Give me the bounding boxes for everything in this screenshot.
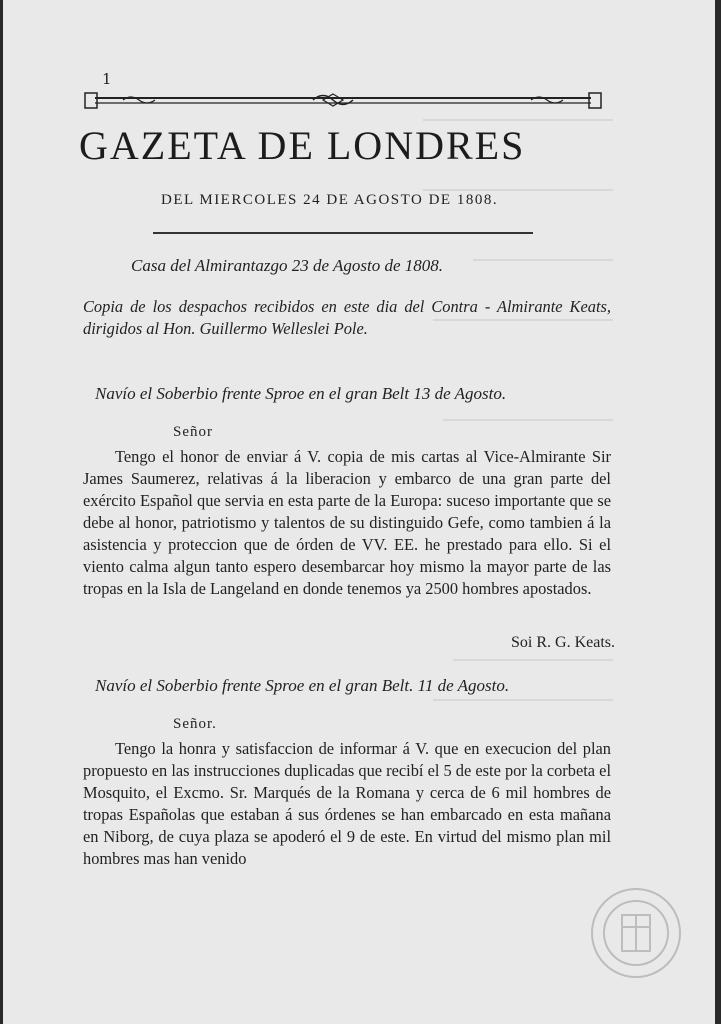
- page-number: 1: [102, 70, 112, 88]
- divider-rule: [153, 232, 533, 234]
- letter-1-signature: Soi R. G. Keats.: [511, 634, 615, 651]
- admiralty-heading: Casa del Almirantazgo 23 de Agosto de 1808.: [131, 256, 443, 275]
- masthead-title: GAZETA DE LONDRES: [79, 123, 526, 168]
- letter-1-place: Navío el Soberbio frente Sproe en el gran Belt 13 de Agosto.: [95, 384, 507, 403]
- dateline: DEL MIERCOLES 24 DE AGOSTO DE 1808.: [161, 192, 499, 208]
- letter-1-body: Tengo el honor de enviar á V. copia de mis cartas al Vice-Almirante Sir James Saumerez, relativas á la liberacion y embarco de una gran parte del exército Español que servia en esta parte de la Europa: suceso importante que se debe al honor, patriotismo y talentos de su distinguido Gefe, como tambien á la asistencia y proteccion que de órden de VV. EE. he prestado para ello. Si el viento calma algun tanto espero desembarcar hoy mismo la mayor parte de las tropas en la Isla de Langeland en donde tenemos ya 2500 hombres apostados.: [83, 447, 611, 598]
- intro-paragraph: Copia de los despachos recibidos en este dia del Contra - Almirante Keats, dirigidos al Hon. Guillermo Welleslei Pole.: [83, 297, 611, 338]
- ornament-rule: [83, 90, 603, 112]
- letter-2-place: Navío el Soberbio frente Sproe en el gran Belt. 11 de Agosto.: [95, 676, 510, 695]
- letter-2-body: Tengo la honra y satisfaccion de informar á V. que en execucion del plan propuesto en las instrucciones duplicadas que recibí el 5 de este por la corbeta el Mosquito, el Excmo. Sr. Marqués de la Romana y cerca de 6 mil hombres de tropas Españolas que estaban á sus órdenes se han embarcado en esta mañana en Niborg, de cuya plaza se apoderó el 9 de este. En virtud del mismo plan mil hombres mas han venido: [83, 739, 611, 868]
- letter-2-salutation: Señor.: [173, 716, 217, 732]
- library-stamp-seal: [588, 885, 684, 981]
- document-page: [3, 0, 715, 1024]
- letter-1-salutation: Señor: [173, 424, 213, 440]
